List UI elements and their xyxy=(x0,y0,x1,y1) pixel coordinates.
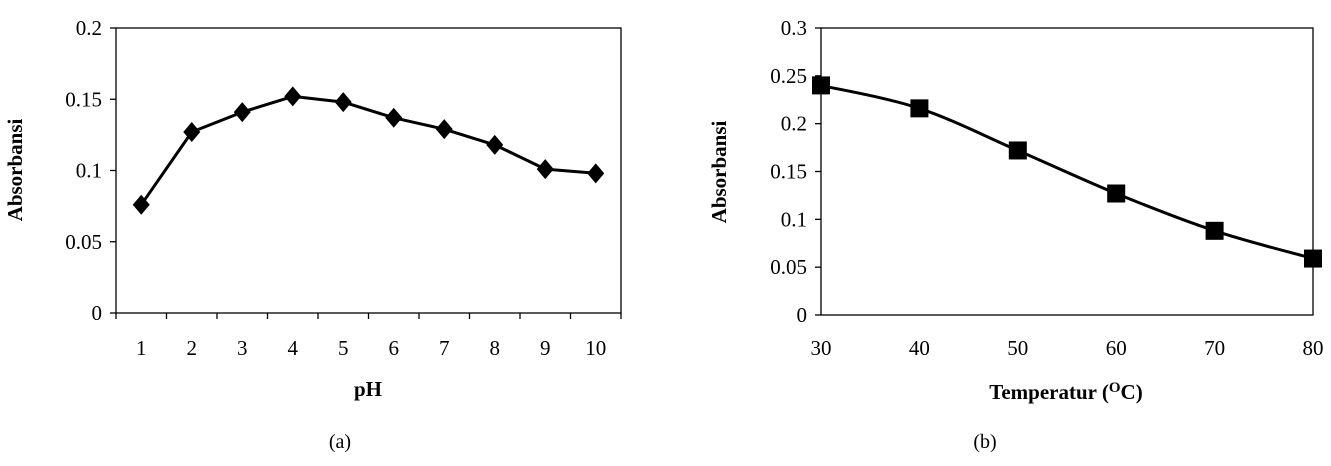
chart-a-x-tick-label: 6 xyxy=(388,336,399,360)
chart-a-data-point xyxy=(385,108,402,128)
chart-b-x-axis-title-superscript: O xyxy=(1108,380,1121,396)
chart-b-y-tick-label: 0.05 xyxy=(770,255,807,280)
chart-a-caption: (a) xyxy=(328,431,352,453)
chart-a-data-point xyxy=(436,119,453,139)
chart-b-y-tick-label: 0.1 xyxy=(780,207,807,232)
chart-a-x-tick-label: 9 xyxy=(540,336,551,360)
chart-a-x-tick-label: 7 xyxy=(439,336,450,360)
chart-a-y-tick-label: 0.15 xyxy=(65,87,102,112)
chart-b-x-axis-title-end: C) xyxy=(1120,380,1143,404)
chart-a-data-point xyxy=(335,92,352,112)
chart-b-y-tick-label: 0.25 xyxy=(770,63,807,88)
chart-a-x-tick-label: 4 xyxy=(287,336,298,360)
chart-b-x-tick-label: 80 xyxy=(1302,336,1324,360)
chart-a-series-line xyxy=(141,96,596,204)
chart-a-y-tick-label: 0.1 xyxy=(75,158,102,183)
chart-a-data-point xyxy=(537,159,554,179)
chart-a xyxy=(3,16,621,453)
chart-b-x-axis xyxy=(811,336,1324,360)
chart-a-x-tick-label: 2 xyxy=(186,336,197,360)
chart-a-x-axis-title: pH xyxy=(353,377,383,401)
chart-b-x-tick-label: 30 xyxy=(810,336,832,360)
chart-b-y-tick-label: 0.15 xyxy=(770,159,807,184)
chart-a-markers xyxy=(133,86,605,214)
chart-b-data-point xyxy=(1009,141,1027,159)
chart-a-data-point xyxy=(234,102,251,122)
chart-b-y-tick-label: 0.2 xyxy=(780,111,807,136)
chart-b-data-point xyxy=(1304,250,1322,268)
chart-b xyxy=(707,16,1324,453)
chart-a-y-axis xyxy=(65,16,116,325)
chart-a-x-tick-label: 3 xyxy=(237,336,248,360)
chart-a-x-axis xyxy=(116,313,621,360)
chart-b-caption: (b) xyxy=(973,431,997,453)
chart-a-data-point xyxy=(587,163,604,183)
chart-b-series-line xyxy=(821,85,1313,258)
chart-b-x-axis-title-main: Temperatur ( xyxy=(989,380,1109,404)
chart-a-y-tick-label: 0.05 xyxy=(65,229,102,254)
chart-b-x-tick-label: 60 xyxy=(1105,336,1127,360)
chart-b-data-point xyxy=(812,76,830,94)
chart-b-x-tick-label: 70 xyxy=(1204,336,1226,360)
chart-b-data-point xyxy=(910,99,928,117)
chart-a-x-tick-label: 1 xyxy=(136,336,147,360)
chart-a-y-tick-label: 0.2 xyxy=(75,16,102,40)
chart-b-x-axis-title xyxy=(989,380,1142,404)
chart-a-x-tick-label: 10 xyxy=(585,336,607,360)
chart-a-y-axis-title: Absorbansi xyxy=(3,118,27,222)
chart-a-data-point xyxy=(284,86,301,106)
chart-a-x-tick-label: 8 xyxy=(489,336,500,360)
chart-b-y-axis xyxy=(770,16,821,327)
chart-a-x-tick-label: 5 xyxy=(338,336,349,360)
chart-b-data-point xyxy=(1206,222,1224,240)
chart-b-y-tick-label: 0 xyxy=(796,303,807,327)
chart-b-y-tick-label: 0.3 xyxy=(780,16,807,40)
chart-a-y-tick-label: 0 xyxy=(91,301,102,325)
chart-b-data-point xyxy=(1107,185,1125,203)
chart-b-y-axis-title: Absorbansi xyxy=(707,120,731,224)
chart-b-x-tick-label: 50 xyxy=(1007,336,1029,360)
chart-b-x-tick-label: 40 xyxy=(908,336,930,360)
chart-a-data-point xyxy=(486,135,503,155)
